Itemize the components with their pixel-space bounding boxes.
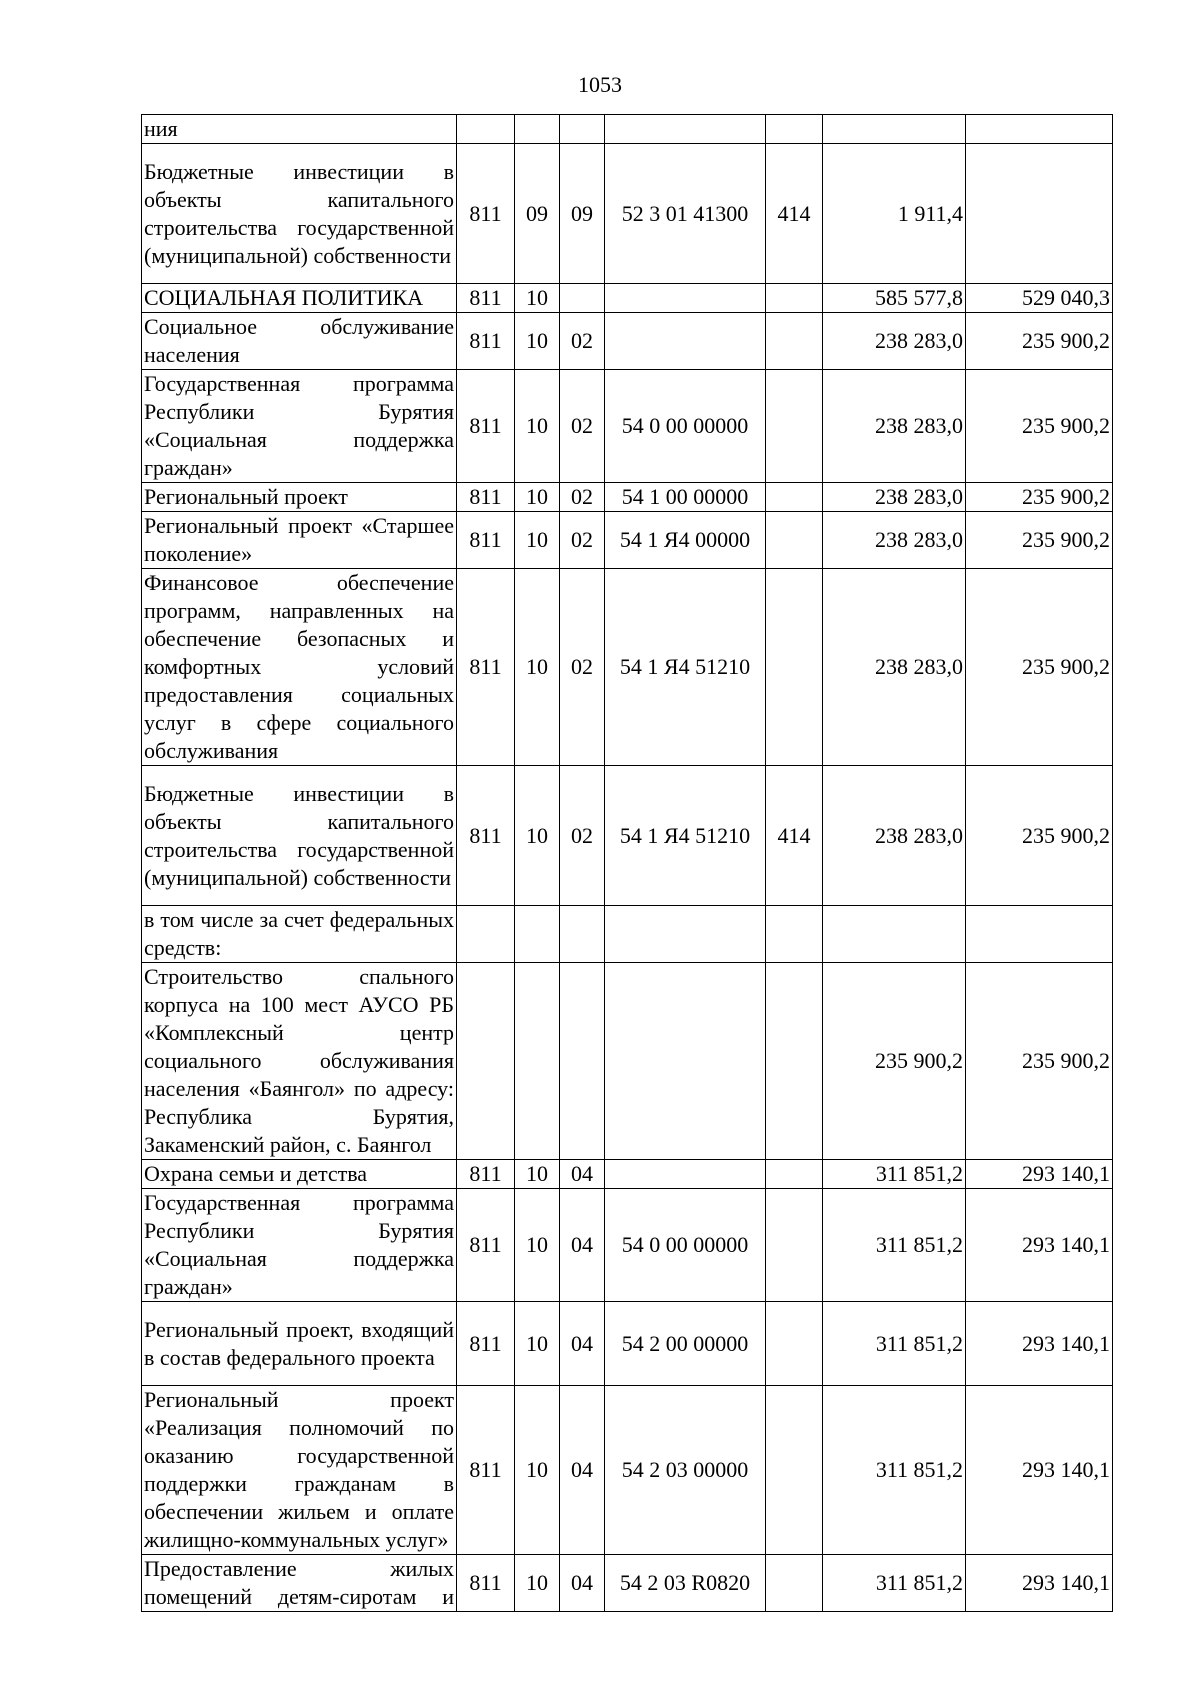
cell-amount-2: 235 900,2 (966, 483, 1113, 512)
cell-section-code: 10 (515, 1160, 560, 1189)
cell-amount-2: 235 900,2 (966, 569, 1113, 766)
cell-section-code: 09 (515, 144, 560, 284)
cell-section-code: 10 (515, 1555, 560, 1612)
cell-subsection-code: 02 (560, 569, 605, 766)
cell-subsection-code: 02 (560, 512, 605, 569)
cell-name: Охрана семьи и детства (142, 1160, 457, 1189)
table-row (142, 1555, 1113, 1612)
cell-section-code: 10 (515, 766, 560, 906)
cell-subsection-code: 02 (560, 766, 605, 906)
cell-section-code: 10 (515, 370, 560, 483)
cell-target-article (605, 963, 766, 1160)
cell-section-code: 10 (515, 483, 560, 512)
cell-amount-1 (823, 906, 966, 963)
cell-subsection-code: 02 (560, 483, 605, 512)
cell-name: Социальное обслуживание населения (142, 313, 457, 370)
cell-amount-1: 238 283,0 (823, 483, 966, 512)
cell-name: Региональный проект «Старшее поколение» (142, 512, 457, 569)
cell-section-code: 10 (515, 1189, 560, 1302)
cell-amount-2: 235 900,2 (966, 370, 1113, 483)
cell-expense-type (766, 313, 823, 370)
cell-target-article (605, 1160, 766, 1189)
cell-section-code: 10 (515, 569, 560, 766)
cell-amount-1: 238 283,0 (823, 370, 966, 483)
cell-name: Строительство спального корпуса на 100 мест АУСО РБ «Комплексный центр социального обслуживания населения «Баянгол» по адресу: Республика Бурятия, Закаменский район, с. Баянгол (142, 963, 457, 1160)
cell-subsection-code (560, 906, 605, 963)
cell-admin-code: 811 (457, 569, 515, 766)
cell-name: Региональный проект «Реализация полномочий по оказанию государственной поддержки гражданам в обеспечении жильем и оплате жилищно-коммунальных услуг» (142, 1386, 457, 1555)
cell-section-code: 10 (515, 512, 560, 569)
cell-amount-1: 238 283,0 (823, 766, 966, 906)
cell-admin-code (457, 906, 515, 963)
cell-amount-1: 585 577,8 (823, 284, 966, 313)
cell-target-article: 54 0 00 00000 (605, 1189, 766, 1302)
cell-amount-2: 235 900,2 (966, 512, 1113, 569)
table-row (142, 115, 1113, 144)
cell-section-code: 10 (515, 1386, 560, 1555)
table-row (142, 512, 1113, 569)
cell-target-article: 54 1 Я4 51210 (605, 569, 766, 766)
cell-subsection-code (560, 284, 605, 313)
cell-name: Бюджетные инвестиции в объекты капитального строительства государственной (муниципальной) собственности (142, 144, 457, 284)
cell-amount-1: 235 900,2 (823, 963, 966, 1160)
table-row (142, 284, 1113, 313)
cell-section-code (515, 115, 560, 144)
cell-target-article: 54 2 00 00000 (605, 1302, 766, 1386)
cell-subsection-code: 09 (560, 144, 605, 284)
cell-target-article: 54 2 03 R0820 (605, 1555, 766, 1612)
cell-section-code (515, 963, 560, 1160)
cell-name: Бюджетные инвестиции в объекты капитального строительства государственной (муниципальной) собственности (142, 766, 457, 906)
cell-amount-2: 235 900,2 (966, 766, 1113, 906)
cell-admin-code: 811 (457, 284, 515, 313)
cell-amount-2 (966, 144, 1113, 284)
cell-expense-type (766, 115, 823, 144)
cell-amount-2: 293 140,1 (966, 1555, 1113, 1612)
cell-name: ния (142, 115, 457, 144)
cell-subsection-code: 04 (560, 1555, 605, 1612)
cell-expense-type (766, 512, 823, 569)
cell-admin-code: 811 (457, 313, 515, 370)
table-row (142, 1189, 1113, 1302)
cell-expense-type (766, 1189, 823, 1302)
cell-expense-type (766, 483, 823, 512)
table-row (142, 370, 1113, 483)
page-number: 1053 (578, 72, 622, 97)
cell-target-article: 54 1 Я4 00000 (605, 512, 766, 569)
cell-expense-type (766, 963, 823, 1160)
cell-amount-1: 311 851,2 (823, 1302, 966, 1386)
cell-amount-1: 311 851,2 (823, 1160, 966, 1189)
cell-admin-code: 811 (457, 512, 515, 569)
cell-admin-code: 811 (457, 1302, 515, 1386)
table-row (142, 144, 1113, 284)
cell-amount-2: 529 040,3 (966, 284, 1113, 313)
cell-admin-code: 811 (457, 1386, 515, 1555)
table-row (142, 1302, 1113, 1386)
cell-name: Государственная программа Республики Бурятия «Социальная поддержка граждан» (142, 1189, 457, 1302)
cell-name: Государственная программа Республики Бурятия «Социальная поддержка граждан» (142, 370, 457, 483)
cell-admin-code: 811 (457, 1555, 515, 1612)
cell-admin-code: 811 (457, 766, 515, 906)
table-row (142, 766, 1113, 906)
cell-subsection-code (560, 963, 605, 1160)
table-row (142, 1386, 1113, 1555)
cell-name: СОЦИАЛЬНАЯ ПОЛИТИКА (142, 284, 457, 313)
cell-target-article (605, 284, 766, 313)
cell-amount-2: 235 900,2 (966, 313, 1113, 370)
cell-section-code: 10 (515, 313, 560, 370)
cell-amount-1: 311 851,2 (823, 1555, 966, 1612)
cell-section-code: 10 (515, 284, 560, 313)
cell-target-article: 54 1 00 00000 (605, 483, 766, 512)
cell-target-article: 54 0 00 00000 (605, 370, 766, 483)
cell-expense-type (766, 284, 823, 313)
cell-expense-type (766, 1160, 823, 1189)
cell-name: Региональный проект (142, 483, 457, 512)
cell-amount-1: 1 911,4 (823, 144, 966, 284)
cell-subsection-code: 04 (560, 1160, 605, 1189)
cell-amount-2: 293 140,1 (966, 1189, 1113, 1302)
cell-target-article (605, 313, 766, 370)
cell-admin-code (457, 963, 515, 1160)
cell-target-article: 52 3 01 41300 (605, 144, 766, 284)
cell-expense-type (766, 370, 823, 483)
cell-expense-type: 414 (766, 766, 823, 906)
cell-subsection-code (560, 115, 605, 144)
budget-table (141, 114, 1113, 1612)
cell-target-article (605, 115, 766, 144)
cell-name: Финансовое обеспечение программ, направленных на обеспечение безопасных и комфортных условий предоставления социальных услуг в сфере социального обслуживания (142, 569, 457, 766)
cell-admin-code: 811 (457, 1160, 515, 1189)
cell-admin-code (457, 115, 515, 144)
cell-section-code: 10 (515, 1302, 560, 1386)
cell-amount-2 (966, 115, 1113, 144)
cell-amount-1: 311 851,2 (823, 1189, 966, 1302)
cell-subsection-code: 04 (560, 1302, 605, 1386)
table-row (142, 569, 1113, 766)
table-body (142, 115, 1113, 1612)
cell-admin-code: 811 (457, 1189, 515, 1302)
cell-amount-1 (823, 115, 966, 144)
cell-amount-1: 238 283,0 (823, 569, 966, 766)
cell-expense-type: 414 (766, 144, 823, 284)
cell-target-article: 54 2 03 00000 (605, 1386, 766, 1555)
cell-amount-2: 293 140,1 (966, 1302, 1113, 1386)
cell-expense-type (766, 569, 823, 766)
cell-admin-code: 811 (457, 370, 515, 483)
table-row (142, 906, 1113, 963)
cell-amount-1: 238 283,0 (823, 313, 966, 370)
cell-subsection-code: 02 (560, 370, 605, 483)
cell-subsection-code: 02 (560, 313, 605, 370)
cell-name: Региональный проект, входящий в состав федерального проекта (142, 1302, 457, 1386)
cell-subsection-code: 04 (560, 1386, 605, 1555)
cell-target-article: 54 1 Я4 51210 (605, 766, 766, 906)
cell-section-code (515, 906, 560, 963)
cell-expense-type (766, 1302, 823, 1386)
cell-subsection-code: 04 (560, 1189, 605, 1302)
table-row (142, 963, 1113, 1160)
cell-amount-2: 293 140,1 (966, 1160, 1113, 1189)
cell-amount-2: 235 900,2 (966, 963, 1113, 1160)
cell-name: Предоставление жилых помещений детям-сиротам и (142, 1555, 457, 1612)
cell-expense-type (766, 1555, 823, 1612)
cell-amount-2: 293 140,1 (966, 1386, 1113, 1555)
table-row (142, 483, 1113, 512)
table-row (142, 313, 1113, 370)
cell-name: в том числе за счет федеральных средств: (142, 906, 457, 963)
cell-admin-code: 811 (457, 483, 515, 512)
cell-expense-type (766, 1386, 823, 1555)
cell-expense-type (766, 906, 823, 963)
table-row (142, 1160, 1113, 1189)
cell-admin-code: 811 (457, 144, 515, 284)
cell-target-article (605, 906, 766, 963)
cell-amount-1: 238 283,0 (823, 512, 966, 569)
cell-amount-2 (966, 906, 1113, 963)
cell-amount-1: 311 851,2 (823, 1386, 966, 1555)
